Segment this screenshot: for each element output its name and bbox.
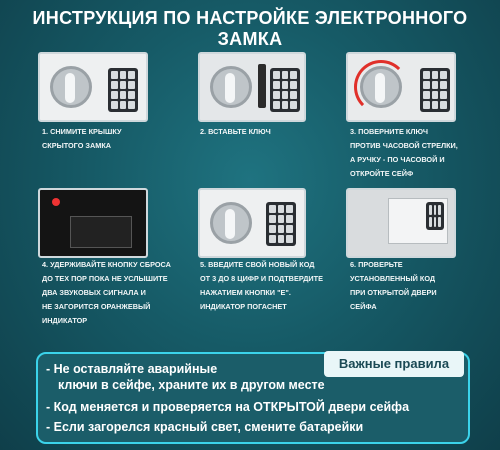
caption-line: 4. УДЕРЖИВАЙТЕ КНОПКУ СБРОСА: [42, 260, 171, 269]
step-2-caption: [200, 125, 330, 139]
rule-3: - Если загорелся красный свет, смените батарейки: [46, 420, 364, 434]
keypad-icon: [266, 202, 296, 246]
rule-1b: ключи в сейфе, храните их в другом месте: [58, 378, 325, 392]
handle-icon: [210, 202, 252, 244]
caption-line: ДО ТЕХ ПОР ПОКА НЕ УСЛЫШИТЕ: [42, 274, 168, 283]
step-5-photo: [198, 188, 306, 258]
caption-line: ИНДИКАТОР ПОГАСНЕТ: [200, 302, 287, 311]
key-icon: [258, 64, 266, 108]
caption-line: НАЖАТИЕМ КНОПКИ "E".: [200, 288, 291, 297]
caption-line: ДВА ЗВУКОВЫХ СИГНАЛА И: [42, 288, 146, 297]
caption-line: ПРИ ОТКРЫТОЙ ДВЕРИ: [350, 288, 437, 297]
keypad-icon: [426, 202, 444, 230]
caption-line: ОТ 3 ДО 8 ЦИФР И ПОДТВЕРДИТЕ: [200, 274, 323, 283]
rule-1a: - Не оставляйте аварийные: [46, 362, 218, 376]
handle-icon: [50, 66, 92, 108]
keypad-icon: [420, 68, 450, 112]
caption-line: СЕЙФА: [350, 302, 377, 311]
keypad-icon: [108, 68, 138, 112]
caption-line: СКРЫТОГО ЗАМКА: [42, 141, 112, 150]
step-6-photo: [346, 188, 456, 258]
caption-line: 5. ВВЕДИТЕ СВОЙ НОВЫЙ КОД: [200, 260, 315, 269]
caption-line: ОТКРОЙТЕ СЕЙФ: [350, 169, 414, 178]
rotate-arrow-icon: [354, 60, 408, 114]
reset-button-icon: [52, 198, 60, 206]
caption-line: А РУЧКУ - ПО ЧАСОВОЙ И: [350, 155, 445, 164]
step-2-photo: [198, 52, 306, 122]
step-4-photo: [38, 188, 148, 258]
rule-2: - Код меняется и проверяется на ОТКРЫТОЙ двери сейфа: [46, 400, 410, 414]
page-title: ИНСТРУКЦИЯ ПО НАСТРОЙКЕ ЭЛЕКТРОННОГО ЗАМКА: [32, 8, 468, 49]
caption-line: ИНДИКАТОР: [42, 316, 88, 325]
caption-line: 2. ВСТАВЬТЕ КЛЮЧ: [200, 127, 271, 136]
handle-icon: [210, 66, 252, 108]
battery-icon: [70, 216, 132, 248]
step-3-photo: [346, 52, 456, 122]
caption-line: 3. ПОВЕРНИТЕ КЛЮЧ: [350, 127, 429, 136]
caption-line: НЕ ЗАГОРИТСЯ ОРАНЖЕВЫЙ: [42, 302, 151, 311]
step-3-caption: [350, 125, 480, 181]
caption-line: 6. ПРОВЕРЬТЕ: [350, 260, 403, 269]
step-5-caption: [200, 258, 330, 314]
step-1-caption: [42, 125, 172, 153]
caption-line: ПРОТИВ ЧАСОВОЙ СТРЕЛКИ,: [350, 141, 458, 150]
step-6-caption: [350, 258, 480, 314]
step-1-photo: [38, 52, 148, 122]
caption-line: УСТАНОВЛЕННЫЙ КОД: [350, 274, 436, 283]
caption-line: 1. СНИМИТЕ КРЫШКУ: [42, 127, 122, 136]
step-4-caption: [42, 258, 172, 328]
keypad-icon: [270, 68, 300, 112]
rules-heading: Важные правила: [324, 351, 464, 377]
